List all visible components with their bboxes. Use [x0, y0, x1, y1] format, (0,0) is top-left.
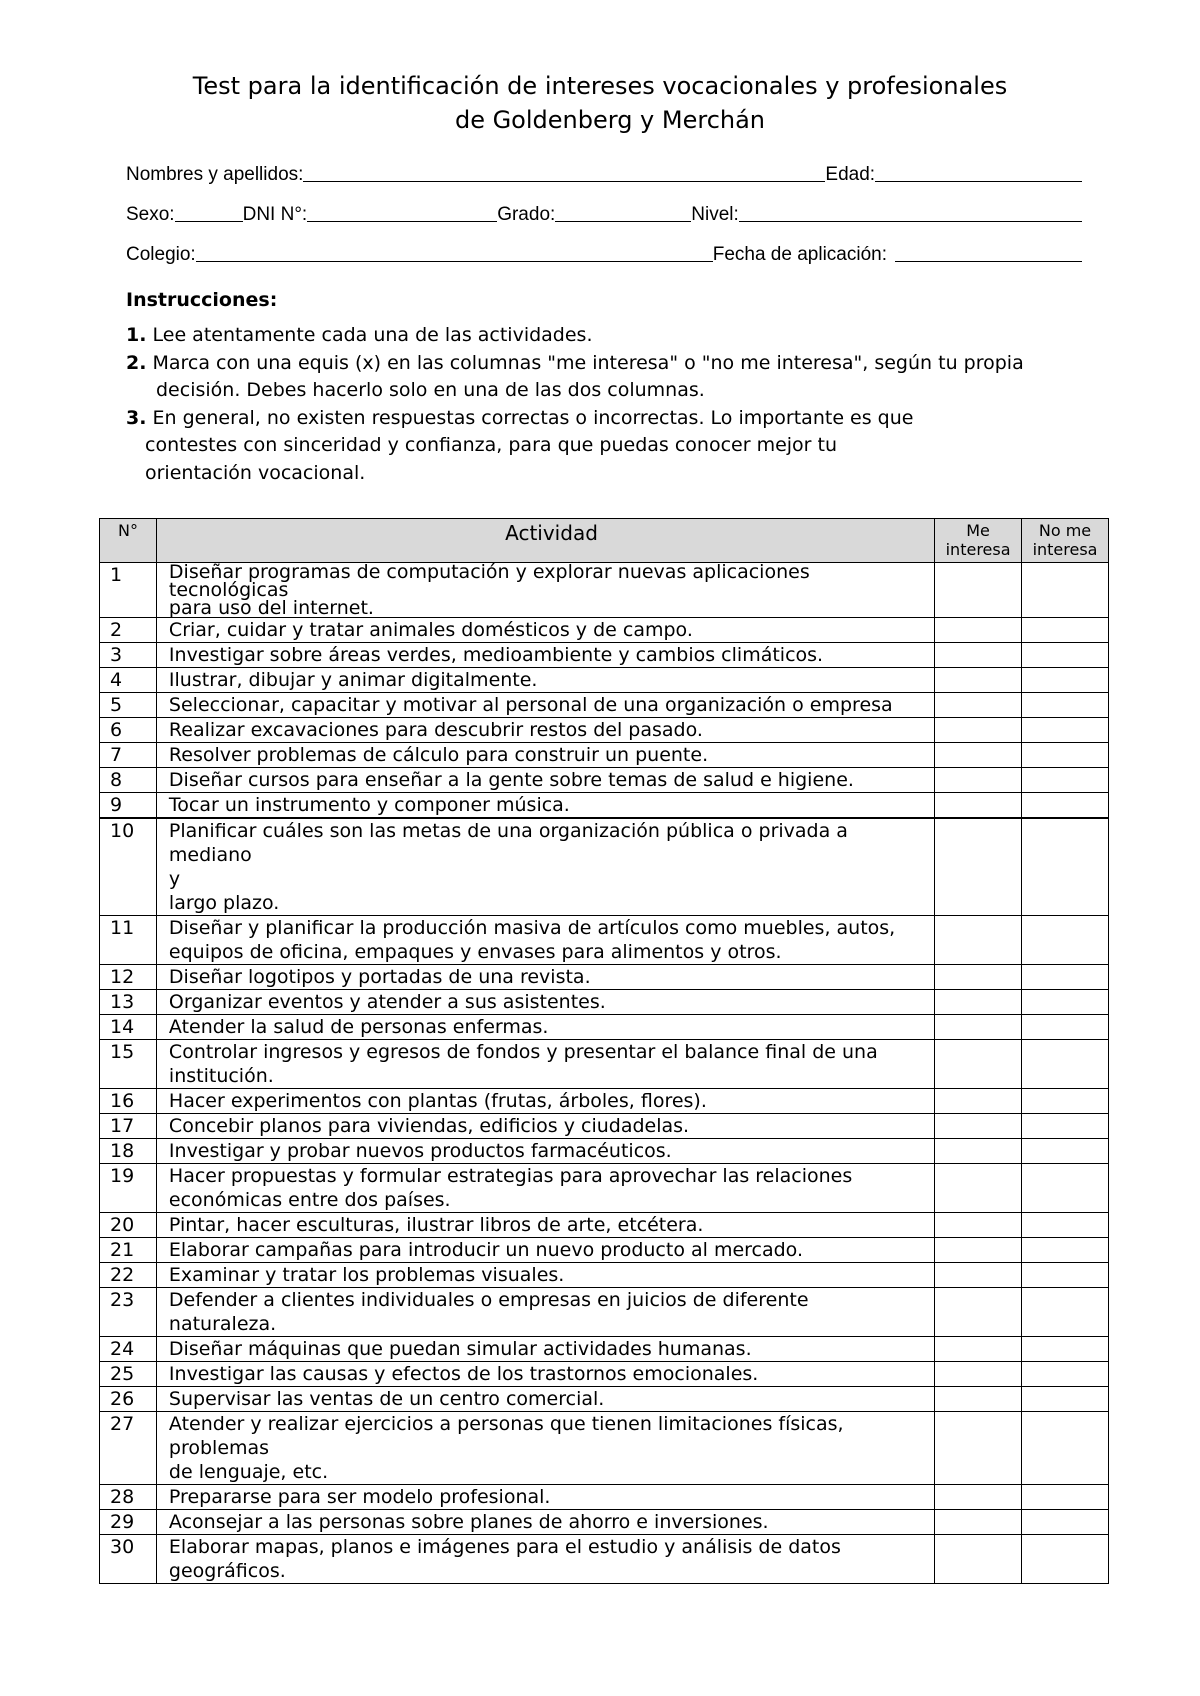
age-field[interactable] — [875, 181, 1082, 182]
table-row — [100, 990, 1109, 1015]
row-activity — [156, 1362, 934, 1387]
activity-text: Investigar sobre áreas verdes, medioambiente y cambios climáticos. — [168, 644, 824, 666]
activity-text: Planificar cuáles son las metas de una organización pública o privada a mediano — [168, 820, 848, 866]
instruction-text: Marca con una equis (x) en las columnas "me interesa" o "no me interesa", según tu propia — [152, 351, 1024, 374]
row-activity — [156, 1485, 934, 1510]
row-number: 22 — [100, 1263, 157, 1288]
row-activity — [156, 693, 934, 718]
header-me-line1: Me — [966, 521, 990, 540]
row-activity — [156, 743, 934, 768]
form-row-school — [126, 238, 1082, 266]
row-number: 10 — [100, 818, 157, 916]
me-interesa-cell[interactable] — [935, 1510, 1022, 1535]
me-interesa-cell[interactable] — [935, 1535, 1022, 1584]
row-activity — [156, 643, 934, 668]
instructions-list — [126, 322, 1086, 487]
row-activity — [156, 668, 934, 693]
row-number: 19 — [100, 1164, 157, 1213]
table-row — [100, 818, 1109, 916]
no-me-interesa-cell[interactable] — [1022, 818, 1109, 916]
me-interesa-cell[interactable] — [935, 1164, 1022, 1213]
row-activity — [156, 1089, 934, 1114]
table-row — [100, 1535, 1109, 1584]
activity-text: largo plazo. — [168, 892, 280, 914]
header-number: N° — [100, 519, 157, 563]
row-number: 6 — [100, 718, 157, 743]
row-activity — [156, 768, 934, 793]
activity-text: Supervisar las ventas de un centro comercial. — [168, 1388, 605, 1410]
title-line-1: Test para la identificación de intereses vocacionales y profesionales — [192, 72, 1008, 100]
row-number: 14 — [100, 1015, 157, 1040]
activity-text: Diseñar máquinas que puedan simular actividades humanas. — [168, 1338, 752, 1360]
table-row — [100, 1337, 1109, 1362]
no-me-interesa-cell[interactable] — [1022, 1164, 1109, 1213]
no-me-interesa-cell[interactable] — [1022, 990, 1109, 1015]
activity-text: Concebir planos para viviendas, edificios y ciudadelas. — [168, 1115, 690, 1137]
me-interesa-cell[interactable] — [935, 1337, 1022, 1362]
row-number: 30 — [100, 1535, 157, 1584]
me-interesa-cell[interactable] — [935, 1213, 1022, 1238]
no-me-interesa-cell[interactable] — [1022, 718, 1109, 743]
table-row — [100, 1238, 1109, 1263]
activity-text: Prepararse para ser modelo profesional. — [168, 1486, 551, 1508]
activity-text: Resolver problemas de cálculo para construir un puente. — [168, 744, 709, 766]
me-interesa-cell[interactable] — [935, 1263, 1022, 1288]
no-me-interesa-cell[interactable] — [1022, 743, 1109, 768]
table-row — [100, 1362, 1109, 1387]
me-interesa-cell[interactable] — [935, 693, 1022, 718]
names-label: Nombres y apellidos: — [126, 164, 304, 185]
me-interesa-cell[interactable] — [935, 1412, 1022, 1485]
activity-text: Diseñar y planificar la producción masiva de artículos como muebles, autos, — [168, 917, 896, 939]
activity-text: Tocar un instrumento y componer música. — [168, 794, 570, 816]
names-field[interactable] — [303, 181, 825, 182]
activity-text: Elaborar mapas, planos e imágenes para el estudio y análisis de datos — [168, 1536, 841, 1558]
me-interesa-cell[interactable] — [935, 965, 1022, 990]
activity-text: Organizar eventos y atender a sus asistentes. — [168, 991, 606, 1013]
me-interesa-cell[interactable] — [935, 643, 1022, 668]
row-activity — [156, 1412, 934, 1485]
row-activity — [156, 1213, 934, 1238]
activity-text: Investigar las causas y efectos de los trastornos emocionales. — [168, 1363, 759, 1385]
header-activity: Actividad — [156, 519, 934, 563]
row-number: 24 — [100, 1337, 157, 1362]
no-me-interesa-cell[interactable] — [1022, 916, 1109, 965]
activity-text: naturaleza. — [168, 1313, 277, 1335]
row-number: 25 — [100, 1362, 157, 1387]
row-number: 17 — [100, 1114, 157, 1139]
table-row — [100, 1288, 1109, 1337]
row-activity — [156, 1114, 934, 1139]
no-me-interesa-cell[interactable] — [1022, 768, 1109, 793]
table-row — [100, 768, 1109, 793]
activity-text: Diseñar logotipos y portadas de una revista. — [168, 966, 591, 988]
row-number: 9 — [100, 793, 157, 819]
me-interesa-cell[interactable] — [935, 1387, 1022, 1412]
no-me-interesa-cell[interactable] — [1022, 618, 1109, 643]
row-number: 16 — [100, 1089, 157, 1114]
row-activity — [156, 793, 934, 819]
no-me-interesa-cell[interactable] — [1022, 1015, 1109, 1040]
table-row — [100, 1139, 1109, 1164]
row-activity — [156, 965, 934, 990]
activity-text: Hacer propuestas y formular estrategias para aprovechar las relaciones — [168, 1165, 853, 1187]
activity-text: y — [168, 868, 181, 890]
date-field[interactable] — [895, 261, 1082, 262]
row-activity — [156, 1387, 934, 1412]
activity-text: Pintar, hacer esculturas, ilustrar libros de arte, etcétera. — [168, 1214, 704, 1236]
table-row — [100, 563, 1109, 618]
me-interesa-cell[interactable] — [935, 743, 1022, 768]
row-activity — [156, 990, 934, 1015]
no-me-interesa-cell[interactable] — [1022, 1412, 1109, 1485]
row-number: 4 — [100, 668, 157, 693]
activity-text: Aconsejar a las personas sobre planes de ahorro e inversiones. — [168, 1511, 769, 1533]
row-activity — [156, 818, 934, 916]
activity-text: Investigar y probar nuevos productos farmacéuticos. — [168, 1140, 672, 1162]
date-label: Fecha de aplicación: — [712, 244, 887, 265]
table-row — [100, 1263, 1109, 1288]
me-interesa-cell[interactable] — [935, 618, 1022, 643]
activity-text: Atender la salud de personas enfermas. — [168, 1016, 549, 1038]
table-row — [100, 693, 1109, 718]
table-row — [100, 1510, 1109, 1535]
header-no-line1: No me — [1038, 521, 1092, 540]
row-number: 13 — [100, 990, 157, 1015]
row-activity — [156, 1535, 934, 1584]
sex-field[interactable] — [175, 221, 243, 222]
table-row — [100, 965, 1109, 990]
row-activity — [156, 1139, 934, 1164]
dni-field[interactable] — [307, 221, 497, 222]
instruction-item — [126, 405, 1086, 488]
row-activity — [156, 618, 934, 643]
row-activity — [156, 1263, 934, 1288]
no-me-interesa-cell[interactable] — [1022, 965, 1109, 990]
me-interesa-cell[interactable] — [935, 1089, 1022, 1114]
no-me-interesa-cell[interactable] — [1022, 1535, 1109, 1584]
row-number: 21 — [100, 1238, 157, 1263]
activity-text: institución. — [168, 1065, 274, 1087]
age-label: Edad: — [825, 164, 876, 185]
activity-text: Atender y realizar ejercicios a personas que tienen limitaciones físicas, — [168, 1413, 844, 1435]
no-me-interesa-cell[interactable] — [1022, 1040, 1109, 1089]
no-me-interesa-cell[interactable] — [1022, 1510, 1109, 1535]
activity-text: Diseñar programas de computación y explorar nuevas aplicaciones tecnológicas — [168, 561, 810, 601]
header-no-line2: interesa — [1032, 540, 1098, 559]
row-number: 18 — [100, 1139, 157, 1164]
me-interesa-cell[interactable] — [935, 1238, 1022, 1263]
activity-text: problemas — [168, 1437, 270, 1459]
instruction-number: 1. — [126, 324, 147, 346]
row-number: 23 — [100, 1288, 157, 1337]
table-row — [100, 1114, 1109, 1139]
me-interesa-cell[interactable] — [935, 1288, 1022, 1337]
row-number: 3 — [100, 643, 157, 668]
me-interesa-cell[interactable] — [935, 818, 1022, 916]
instructions-heading: Instrucciones: — [126, 289, 278, 311]
form-row-names — [126, 158, 1082, 186]
no-me-interesa-cell[interactable] — [1022, 1288, 1109, 1337]
me-interesa-cell[interactable] — [935, 1485, 1022, 1510]
table-row — [100, 1164, 1109, 1213]
instruction-item — [126, 350, 1086, 405]
table-row — [100, 1040, 1109, 1089]
table-header-row — [100, 519, 1109, 563]
row-number: 5 — [100, 693, 157, 718]
activity-text: Hacer experimentos con plantas (frutas, árboles, flores). — [168, 1090, 707, 1112]
row-activity — [156, 1040, 934, 1089]
grade-label: Grado: — [497, 204, 556, 225]
me-interesa-cell[interactable] — [935, 793, 1022, 819]
activity-text: económicas entre dos países. — [168, 1189, 451, 1211]
no-me-interesa-cell[interactable] — [1022, 1387, 1109, 1412]
no-me-interesa-cell[interactable] — [1022, 793, 1109, 819]
activity-text: Controlar ingresos y egresos de fondos y presentar el balance final de una — [168, 1041, 878, 1063]
row-activity — [156, 1015, 934, 1040]
instruction-text: Lee atentamente cada una de las actividades. — [152, 324, 593, 346]
me-interesa-cell[interactable] — [935, 1139, 1022, 1164]
row-activity — [156, 1337, 934, 1362]
school-field[interactable] — [196, 261, 713, 262]
me-interesa-cell[interactable] — [935, 1114, 1022, 1139]
instruction-text: orientación vocacional. — [145, 461, 366, 484]
activity-text: Criar, cuidar y tratar animales domésticos y de campo. — [168, 619, 693, 641]
instruction-item — [126, 322, 1086, 350]
sex-label: Sexo: — [126, 204, 175, 225]
me-interesa-cell[interactable] — [935, 916, 1022, 965]
row-activity — [156, 1238, 934, 1263]
table-row — [100, 1213, 1109, 1238]
instruction-text: decisión. Debes hacerlo solo en una de las dos columnas. — [156, 379, 705, 401]
no-me-interesa-cell[interactable] — [1022, 1485, 1109, 1510]
no-me-interesa-cell[interactable] — [1022, 1362, 1109, 1387]
me-interesa-cell[interactable] — [935, 990, 1022, 1015]
header-no-me-interesa — [1022, 519, 1109, 563]
grade-field[interactable] — [555, 221, 691, 222]
me-interesa-cell[interactable] — [935, 1362, 1022, 1387]
table-row — [100, 1015, 1109, 1040]
instruction-number: 3. — [126, 406, 147, 429]
row-activity — [156, 916, 934, 965]
table-row — [100, 643, 1109, 668]
row-number: 26 — [100, 1387, 157, 1412]
row-number: 27 — [100, 1412, 157, 1485]
table-row — [100, 743, 1109, 768]
row-number: 20 — [100, 1213, 157, 1238]
instruction-text: contestes con sinceridad y confianza, para que puedas conocer mejor tu — [145, 434, 838, 456]
row-number: 28 — [100, 1485, 157, 1510]
school-label: Colegio: — [126, 244, 196, 265]
no-me-interesa-cell[interactable] — [1022, 1114, 1109, 1139]
row-activity — [156, 1510, 934, 1535]
table-row — [100, 668, 1109, 693]
level-field[interactable] — [739, 221, 1082, 222]
row-activity — [156, 1288, 934, 1337]
no-me-interesa-cell[interactable] — [1022, 1213, 1109, 1238]
activity-text: equipos de oficina, empaques y envases para alimentos y otros. — [168, 941, 782, 963]
dni-label: DNI N°: — [242, 204, 308, 225]
row-number: 2 — [100, 618, 157, 643]
me-interesa-cell[interactable] — [935, 768, 1022, 793]
table-row — [100, 1485, 1109, 1510]
no-me-interesa-cell[interactable] — [1022, 1337, 1109, 1362]
activity-text: Examinar y tratar los problemas visuales. — [168, 1264, 565, 1286]
no-me-interesa-cell[interactable] — [1022, 693, 1109, 718]
table-row — [100, 1089, 1109, 1114]
activity-text: Diseñar cursos para enseñar a la gente sobre temas de salud e higiene. — [168, 769, 854, 791]
me-interesa-cell[interactable] — [935, 1040, 1022, 1089]
row-activity — [156, 718, 934, 743]
no-me-interesa-cell[interactable] — [1022, 1238, 1109, 1263]
no-me-interesa-cell[interactable] — [1022, 643, 1109, 668]
table-body — [100, 563, 1109, 1584]
table-row — [100, 916, 1109, 965]
row-number: 7 — [100, 743, 157, 768]
level-label: Nivel: — [691, 204, 739, 225]
row-number: 15 — [100, 1040, 157, 1089]
no-me-interesa-cell[interactable] — [1022, 668, 1109, 693]
table-row — [100, 1387, 1109, 1412]
header-me-interesa — [935, 519, 1022, 563]
activity-text: geográficos. — [168, 1560, 286, 1582]
instruction-text: En general, no existen respuestas correctas o incorrectas. Lo importante es que — [152, 406, 914, 429]
activity-text: Elaborar campañas para introducir un nuevo producto al mercado. — [168, 1239, 804, 1261]
no-me-interesa-cell[interactable] — [1022, 1089, 1109, 1114]
title-line-2: de Goldenberg y Merchán — [454, 106, 766, 134]
no-me-interesa-cell[interactable] — [1022, 563, 1109, 618]
activity-text: Realizar excavaciones para descubrir restos del pasado. — [168, 719, 703, 741]
no-me-interesa-cell[interactable] — [1022, 1139, 1109, 1164]
me-interesa-cell[interactable] — [935, 668, 1022, 693]
row-number: 8 — [100, 768, 157, 793]
no-me-interesa-cell[interactable] — [1022, 1263, 1109, 1288]
row-activity — [156, 1164, 934, 1213]
table-row — [100, 618, 1109, 643]
table-row — [100, 718, 1109, 743]
row-activity — [156, 563, 934, 618]
row-number: 12 — [100, 965, 157, 990]
row-number: 11 — [100, 916, 157, 965]
me-interesa-cell[interactable] — [935, 718, 1022, 743]
activity-text: para uso del internet. — [168, 597, 374, 619]
row-number: 29 — [100, 1510, 157, 1535]
me-interesa-cell[interactable] — [935, 1015, 1022, 1040]
form-row-personal — [126, 198, 1082, 226]
table-row — [100, 1412, 1109, 1485]
activity-text: Defender a clientes individuales o empresas en juicios de diferente — [168, 1289, 809, 1311]
activity-text: Ilustrar, dibujar y animar digitalmente. — [168, 669, 538, 691]
activities-table — [99, 518, 1109, 1584]
table-row — [100, 793, 1109, 819]
row-number: 1 — [100, 563, 157, 618]
me-interesa-cell[interactable] — [935, 563, 1022, 618]
activity-text: de lenguaje, etc. — [168, 1461, 329, 1483]
activity-text: Seleccionar, capacitar y motivar al personal de una organización o empresa — [168, 694, 893, 716]
header-me-line2: interesa — [945, 540, 1011, 559]
instruction-number: 2. — [126, 351, 147, 374]
